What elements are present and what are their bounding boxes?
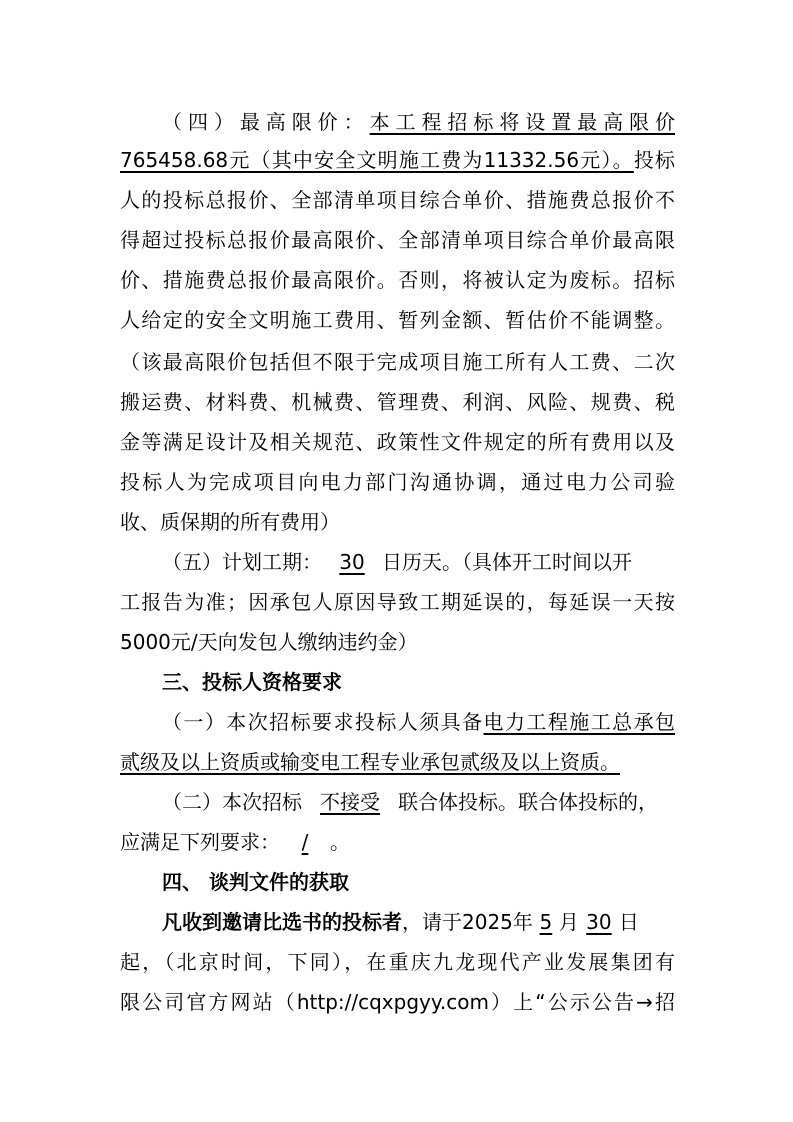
start-day-value: 30 bbox=[586, 910, 612, 934]
text-line: 工报告为准；因承包人原因导致工期延误的，每延误一天按 bbox=[120, 590, 675, 614]
section-heading-qualification: 三、投标人资格要求 bbox=[162, 670, 342, 694]
consortium-value: 不接受 bbox=[320, 790, 380, 814]
text-line: 5000元/天向发包人缴纳违约金） bbox=[120, 630, 418, 654]
qualification-line: （一）本次招标要求投标人须具备电力工程施工总承包 bbox=[162, 710, 675, 734]
text-line: 得超过投标总报价最高限价、全部清单项目综合单价最高限 bbox=[120, 228, 675, 252]
text-line bbox=[120, 744, 675, 780]
text-line: 收、质保期的所有费用） bbox=[120, 510, 340, 534]
schedule-line: （五）计划工期： 30 日历天。（具体开工时间以开 bbox=[162, 544, 675, 580]
documents-date-line: 凡收到邀请比选书的投标者，请于2025年 5 月 30 日 bbox=[162, 904, 675, 940]
text-line: 人的投标总报价、全部清单项目综合单价、措施费总报价不 bbox=[120, 188, 675, 212]
text-line: 人给定的安全文明施工费用、暂列金额、暂估价不能调整。 bbox=[120, 308, 675, 332]
text-line: 搬运费、材料费、机械费、管理费、利润、风险、规费、税 bbox=[120, 390, 675, 414]
consortium-req-value: / bbox=[301, 830, 309, 854]
text-line: 限公司官方网站（http://cqxpgyy.com）上“公示公告→招 bbox=[120, 990, 675, 1014]
consortium-req-line: 应满足下列要求： / 。 bbox=[120, 824, 675, 860]
section-heading-documents: 四、 谈判文件的获取 bbox=[162, 870, 349, 894]
qualification-requirement-cont: 贰级及以上资质或输变电工程专业承包贰级及以上资质。 bbox=[120, 750, 620, 774]
schedule-days-value: 30 bbox=[339, 550, 365, 574]
text-line: 投标人为完成项目向电力部门沟通协调，通过电力公司验 bbox=[120, 470, 675, 494]
max-price-heading-line bbox=[162, 104, 675, 140]
max-price-text: 本工程招标将设置最高限价 bbox=[369, 110, 675, 134]
text-line: （该最高限价包括但不限于完成项目施工所有人工费、二次 bbox=[120, 350, 675, 374]
max-price-label: （四）最高限价： bbox=[162, 110, 370, 134]
consortium-line: （二）本次招标 不接受 联合体投标。联合体投标的， bbox=[162, 784, 675, 820]
text-line: 起，（北京时间，下同），在重庆九龙现代产业发展集团有 bbox=[120, 950, 675, 974]
text-line: 价、措施费总报价最高限价。否则，将被认定为废标。招标 bbox=[120, 268, 675, 292]
text-line: 金等满足设计及相关规范、政策性文件规定的所有费用以及 bbox=[120, 430, 675, 454]
text-line: 765458.68元（其中安全文明施工费为11332.56元）。投标 bbox=[120, 148, 675, 172]
qualification-requirement: 电力工程施工总承包 bbox=[483, 710, 675, 734]
start-month-value: 5 bbox=[539, 910, 553, 934]
max-price-amount: 765458.68元（其中安全文明施工费为11332.56元）。 bbox=[120, 148, 634, 172]
